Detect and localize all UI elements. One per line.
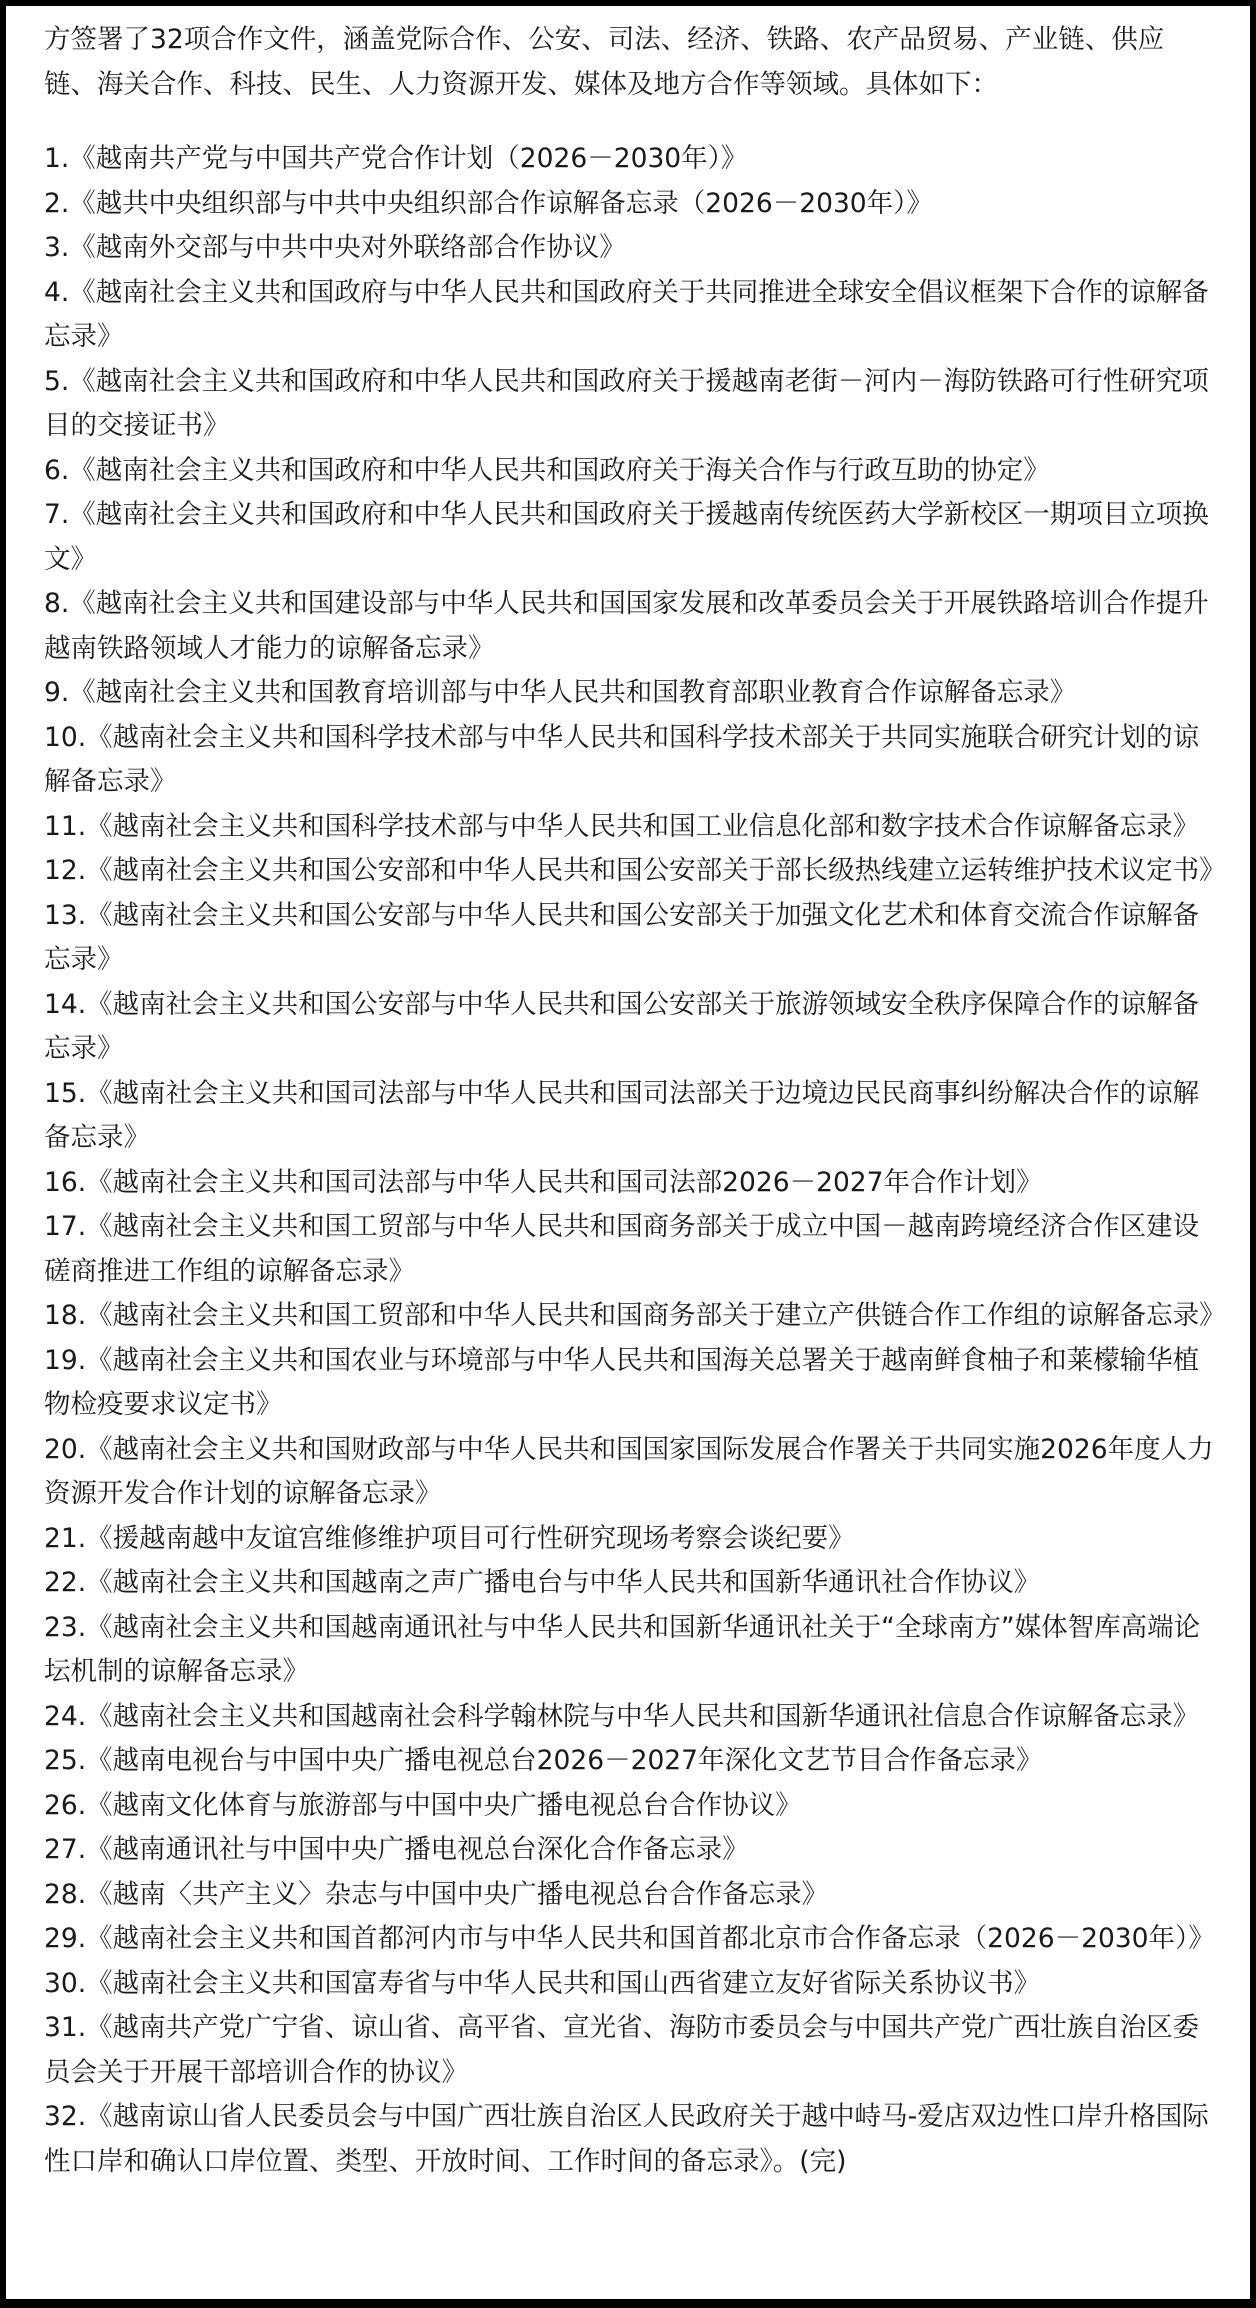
list-item: 32.《越南谅山省人民委员会与中国广西壮族自治区人民政府关于越中峙马-爱店双边性口岸升格国际性口岸和确认口岸位置、类型、开放时间、工作时间的备忘录》。(完) bbox=[44, 2101, 1209, 2177]
list-item: 12.《越南社会主义共和国公安部和中华人民共和国公安部关于部长级热线建立运转维护技术议定书》 bbox=[44, 855, 1226, 886]
document-list bbox=[44, 137, 1226, 2184]
list-item: 17.《越南社会主义共和国工贸部与中华人民共和国商务部关于成立中国－越南跨境经济合作区建设磋商推进工作组的谅解备忘录》 bbox=[44, 1211, 1200, 1287]
list-item: 5.《越南社会主义共和国政府和中华人民共和国政府关于援越南老街－河内－海防铁路可行性研究项目的交接证书》 bbox=[44, 365, 1209, 441]
list-item: 3.《越南外交部与中共中央对外联络部合作协议》 bbox=[44, 232, 626, 263]
list-item: 25.《越南电视台与中国中央广播电视总台2026－2027年深化文艺节目合作备忘录》 bbox=[44, 1745, 1043, 1776]
article-page bbox=[6, 6, 1250, 2299]
list-item: 26.《越南文化体育与旅游部与中国中央广播电视总台合作协议》 bbox=[44, 1789, 802, 1821]
list-item: 16.《越南社会主义共和国司法部与中华人民共和国司法部2026－2027年合作计划》 bbox=[44, 1166, 1043, 1198]
list-item: 29.《越南社会主义共和国首都河内市与中华人民共和国首都北京市合作备忘录（2026－2030年）》 bbox=[44, 1923, 1215, 1954]
list-item: 24.《越南社会主义共和国越南社会科学翰林院与中华人民共和国新华通讯社信息合作谅解备忘录》 bbox=[44, 1700, 1200, 1732]
list-item: 15.《越南社会主义共和国司法部与中华人民共和国司法部关于边境边民民商事纠纷解决合作的谅解备忘录》 bbox=[44, 1077, 1200, 1153]
list-item: 22.《越南社会主义共和国越南之声广播电台与中华人民共和国新华通讯社合作协议》 bbox=[44, 1567, 1041, 1598]
list-item: 9.《越南社会主义共和国教育培训部与中华人民共和国教育部职业教育合作谅解备忘录》 bbox=[44, 677, 1077, 708]
list-item: 28.《越南〈共产主义〉杂志与中国中央广播电视总台合作备忘录》 bbox=[44, 1878, 829, 1910]
list-item: 1.《越南共产党与中国共产党合作计划（2026－2030年）》 bbox=[44, 143, 748, 174]
list-item: 6.《越南社会主义共和国政府和中华人民共和国政府关于海关合作与行政互助的协定》 bbox=[44, 454, 1050, 486]
list-item: 14.《越南社会主义共和国公安部与中华人民共和国公安部关于旅游领域安全秩序保障合作的谅解备忘录》 bbox=[44, 988, 1200, 1064]
list-item: 20.《越南社会主义共和国财政部与中华人民共和国国家国际发展合作署关于共同实施2026年度人力资源开发合作计划的谅解备忘录》 bbox=[44, 1433, 1214, 1509]
article-body bbox=[44, 18, 1226, 2184]
list-item: 2.《越共中央组织部与中共中央组织部合作谅解备忘录（2026－2030年）》 bbox=[44, 187, 933, 219]
list-item: 31.《越南共产党广宁省、谅山省、高平省、宣光省、海防市委员会与中国共产党广西壮族自治区委员会关于开展干部培训合作的协议》 bbox=[44, 2012, 1200, 2088]
list-item: 19.《越南社会主义共和国农业与环境部与中华人民共和国海关总署关于越南鲜食柚子和莱檬输华植物检疫要求议定书》 bbox=[44, 1344, 1200, 1420]
list-item: 13.《越南社会主义共和国公安部与中华人民共和国公安部关于加强文化艺术和体育交流合作谅解备忘录》 bbox=[44, 899, 1200, 975]
list-item: 27.《越南通讯社与中国中央广播电视总台深化合作备忘录》 bbox=[44, 1834, 749, 1865]
list-item: 30.《越南社会主义共和国富寿省与中华人民共和国山西省建立友好省际关系协议书》 bbox=[44, 1967, 1041, 1999]
list-item: 8.《越南社会主义共和国建设部与中华人民共和国国家发展和改革委员会关于开展铁路培训合作提升越南铁路领域人才能力的谅解备忘录》 bbox=[44, 588, 1209, 664]
list-item: 7.《越南社会主义共和国政府和中华人民共和国政府关于援越南传统医药大学新校区一期项目立项换文》 bbox=[44, 499, 1209, 575]
list-item: 18.《越南社会主义共和国工贸部和中华人民共和国商务部关于建立产供链合作工作组的谅解备忘录》 bbox=[44, 1300, 1226, 1331]
intro-paragraph: 方签署了32项合作文件，涵盖党际合作、公安、司法、经济、铁路、农产品贸易、产业链、供应链、海关合作、科技、民生、人力资源开发、媒体及地方合作等领域。具体如下： bbox=[44, 24, 1165, 100]
list-item: 21.《援越南越中友谊宫维修维护项目可行性研究现场考察会谈纪要》 bbox=[44, 1522, 855, 1554]
list-item: 23.《越南社会主义共和国越南通讯社与中华人民共和国新华通讯社关于“全球南方”媒体智库高端论坛机制的谅解备忘录》 bbox=[44, 1611, 1201, 1687]
list-item: 4.《越南社会主义共和国政府与中华人民共和国政府关于共同推进全球安全倡议框架下合作的谅解备忘录》 bbox=[44, 276, 1209, 352]
list-item: 11.《越南社会主义共和国科学技术部与中华人民共和国工业信息化部和数字技术合作谅解备忘录》 bbox=[44, 810, 1200, 842]
list-item: 10.《越南社会主义共和国科学技术部与中华人民共和国科学技术部关于共同实施联合研究计划的谅解备忘录》 bbox=[44, 721, 1200, 797]
